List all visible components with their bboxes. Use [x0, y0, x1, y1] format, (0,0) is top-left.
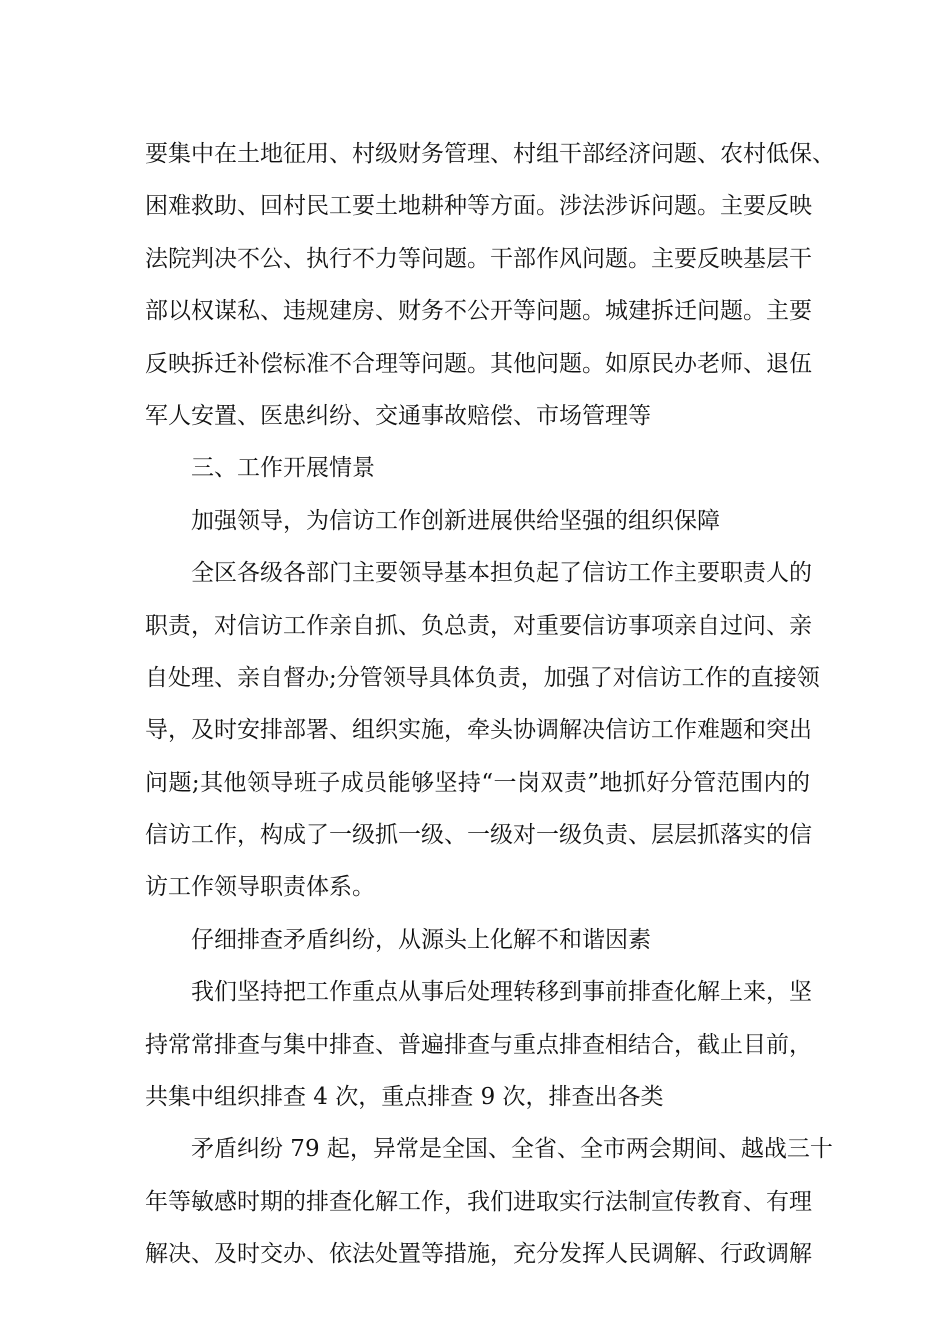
text-line: 自处理、亲自督办;分管领导具体负责，加强了对信访工作的直接领 [145, 664, 820, 691]
text-line: 部以权谋私、违规建房、财务不公开等问题。城建拆迁问题。主要 [145, 298, 812, 325]
text-line: 解决、及时交办、依法处置等措施，充分发挥人民调解、行政调解 [145, 1241, 812, 1268]
text-line: 要集中在土地征用、村级财务管理、村组干部经济问题、农村低保、 [145, 141, 835, 167]
text-line: 困难救助、回村民工要土地耕种等方面。涉法涉诉问题。主要反映 [145, 193, 812, 220]
text-line: 访工作领导职责体系。 [145, 874, 375, 901]
text-line: 法院判决不公、执行不力等问题。干部作风问题。主要反映基层干 [145, 245, 812, 272]
text-line: 年等敏感时期的排查化解工作，我们进取实行法制宣传教育、有理 [145, 1188, 812, 1215]
text-line: 全区各级各部门主要领导基本担负起了信访工作主要职责人的 [191, 560, 812, 587]
text-line: 我们坚持把工作重点从事后处理转移到事前排查化解上来，坚 [191, 979, 812, 1006]
text-line: 信访工作，构成了一级抓一级、一级对一级负责、层层抓落实的信 [145, 822, 812, 849]
text-line: 仔细排查矛盾纠纷，从源头上化解不和谐因素 [191, 926, 651, 953]
text-line: 共集中组织排查 4 次，重点排查 9 次，排查出各类 [145, 1084, 664, 1111]
text-line: 反映拆迁补偿标准不合理等问题。其他问题。如原民办老师、退伍 [145, 350, 812, 377]
text-line: 军人安置、医患纠纷、交通事故赔偿、市场管理等 [145, 402, 651, 429]
text-line: 导，及时安排部署、组织实施，牵头协调解决信访工作难题和突出 [145, 717, 812, 744]
text-line: 矛盾纠纷 79 起，异常是全国、全省、全市两会期间、越战三十 [191, 1136, 833, 1163]
text-line: 职责，对信访工作亲自抓、负总责，对重要信访事项亲自过问、亲 [145, 612, 812, 639]
text-line: 三、工作开展情景 [191, 455, 375, 482]
text-line: 加强领导，为信访工作创新进展供给坚强的组织保障 [191, 507, 720, 534]
document-body [145, 128, 835, 1281]
text-line: 问题;其他领导班子成员能够坚持“一岗双责”地抓好分管范围内的 [145, 769, 810, 796]
text-line: 持常常排查与集中排查、普遍排查与重点排查相结合，截止目前， [145, 1031, 812, 1058]
